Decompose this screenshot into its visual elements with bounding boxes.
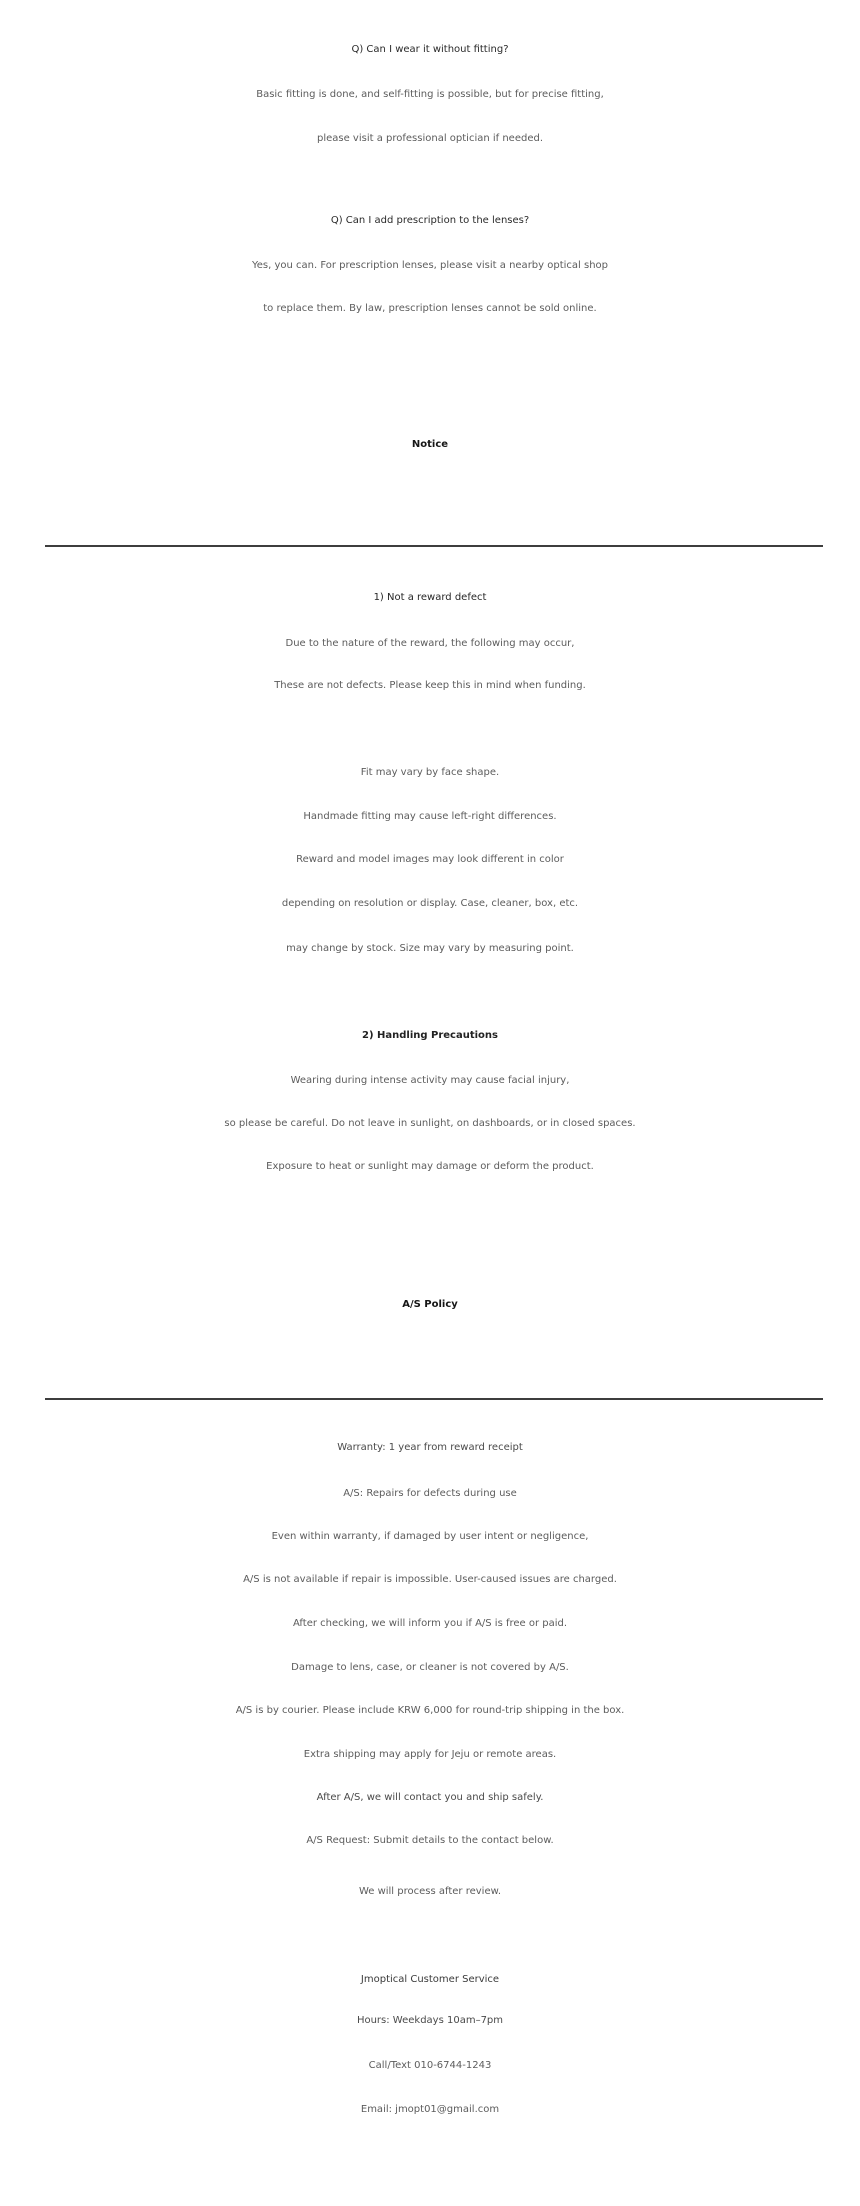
as-policy-line: Even within warranty, if damaged by user intent or negligence, [271, 1531, 589, 1542]
as-policy-line: A/S is not available if repair is impossible. User-caused issues are charged. [243, 1574, 617, 1585]
as-policy-line: A/S Request: Submit details to the contact below. [306, 1835, 554, 1846]
notice-line: Due to the nature of the reward, the following may occur, [285, 638, 575, 649]
faq-answer-line: Yes, you can. For prescription lenses, please visit a nearby optical shop [251, 260, 609, 271]
as-policy-line: Warranty: 1 year from reward receipt [337, 1442, 523, 1453]
notice-line: may change by stock. Size may vary by measuring point. [286, 943, 574, 954]
notice-divider [45, 545, 823, 547]
as-policy-line: Damage to lens, case, or cleaner is not covered by A/S. [291, 1662, 569, 1673]
notice-line: These are not defects. Please keep this in mind when funding. [274, 680, 586, 691]
contact-hours: Hours: Weekdays 10am–7pm [356, 2015, 504, 2026]
notice-heading: Notice [411, 439, 449, 450]
faq-question: Q) Can I wear it without fitting? [351, 44, 509, 55]
as-policy-line: A/S: Repairs for defects during use [343, 1488, 517, 1499]
notice-line: so please be careful. Do not leave in sunlight, on dashboards, or in closed spaces. [224, 1118, 636, 1129]
as-policy-line: After A/S, we will contact you and ship safely. [316, 1792, 544, 1803]
notice-subsection-title: 1) Not a reward defect [373, 592, 487, 603]
contact-email: Email: jmopt01@gmail.com [360, 2104, 500, 2115]
as-policy-line: Extra shipping may apply for Jeju or remote areas. [303, 1749, 557, 1760]
as-policy-note: We will process after review. [358, 1886, 502, 1897]
as-policy-line: A/S is by courier. Please include KRW 6,000 for round-trip shipping in the box. [235, 1705, 625, 1716]
contact-name: Jmoptical Customer Service [360, 1974, 500, 1985]
notice-line: Exposure to heat or sunlight may damage or deform the product. [266, 1161, 594, 1172]
contact-phone: Call/Text 010-6744-1243 [368, 2060, 492, 2071]
faq-answer-line: to replace them. By law, prescription lenses cannot be sold online. [263, 303, 597, 314]
notice-subsection-title: 2) Handling Precautions [361, 1030, 498, 1041]
as-policy-divider [45, 1398, 823, 1400]
notice-line: Reward and model images may look different in color [296, 854, 564, 865]
notice-line: Handmade fitting may cause left-right differences. [303, 811, 557, 822]
notice-line: Fit may vary by face shape. [360, 767, 500, 778]
notice-line: depending on resolution or display. Case, cleaner, box, etc. [281, 898, 579, 909]
as-policy-heading: A/S Policy [402, 1299, 458, 1310]
faq-answer-line: please visit a professional optician if needed. [316, 133, 544, 144]
faq-question: Q) Can I add prescription to the lenses? [330, 215, 530, 226]
faq-answer-line: Basic fitting is done, and self-fitting is possible, but for precise fitting, [256, 89, 604, 100]
as-policy-line: After checking, we will inform you if A/S is free or paid. [292, 1618, 568, 1629]
notice-line: Wearing during intense activity may cause facial injury, [290, 1075, 570, 1086]
